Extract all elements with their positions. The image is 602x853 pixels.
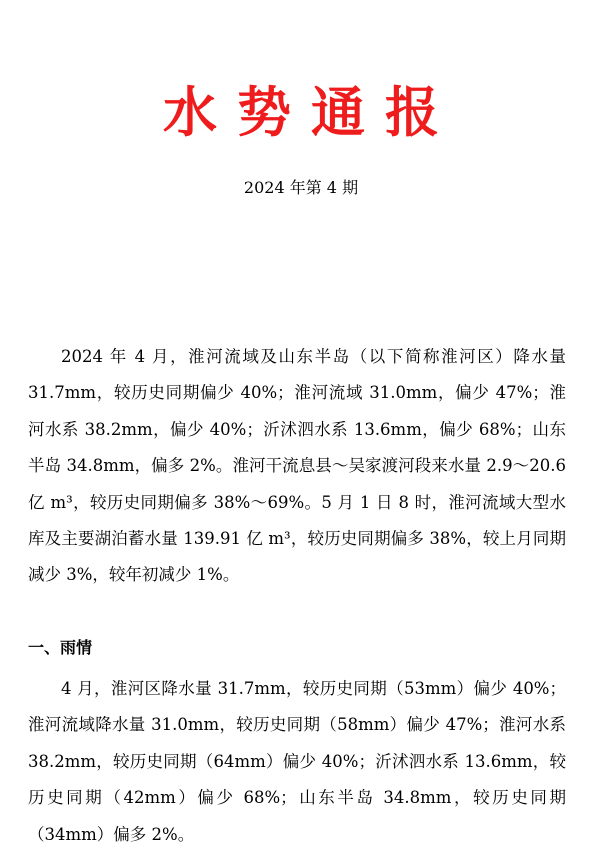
rainfall-paragraph: 4 月，淮河区降水量 31.7mm，较历史同期（53mm）偏少 40%；淮河流域降水量 31.0mm，较历史同期（58mm）偏少 47%；淮河水系 38.2mm，较历史同期（64mm）偏少 40%；沂沭泗水系 13.6mm，较历史同期（42mm）偏少 68%；山东半岛 34.8mm，较历史同期（34mm）偏多 2%。 (28, 679, 566, 844)
issue-number: 2024 年第 4 期 (243, 178, 359, 197)
summary-paragraph: 2024 年 4 月，淮河流域及山东半岛（以下简称淮河区）降水量 31.7mm，较历史同期偏少 40%；淮河流域 31.0mm，偏少 47%；淮河水系 38.2mm，偏少 40%；沂沭泗水系 13.6mm，偏少 68%；山东半岛 34.8mm，偏多 2%。淮河干流息县～吴家渡河段来水量 2.9～20.6 亿 m³，较历史同期偏多 38%～69%。5 月 1 日 8 时，淮河流域大型水库及主要湖泊蓄水量 139.91 亿 m³，较历史同期偏多 38%，较上月同期减少 3%，较年初减少 1%。 (28, 347, 566, 585)
document-title: 水势通报 (163, 81, 459, 144)
section-heading-rainfall: 一、雨情 (28, 638, 93, 657)
